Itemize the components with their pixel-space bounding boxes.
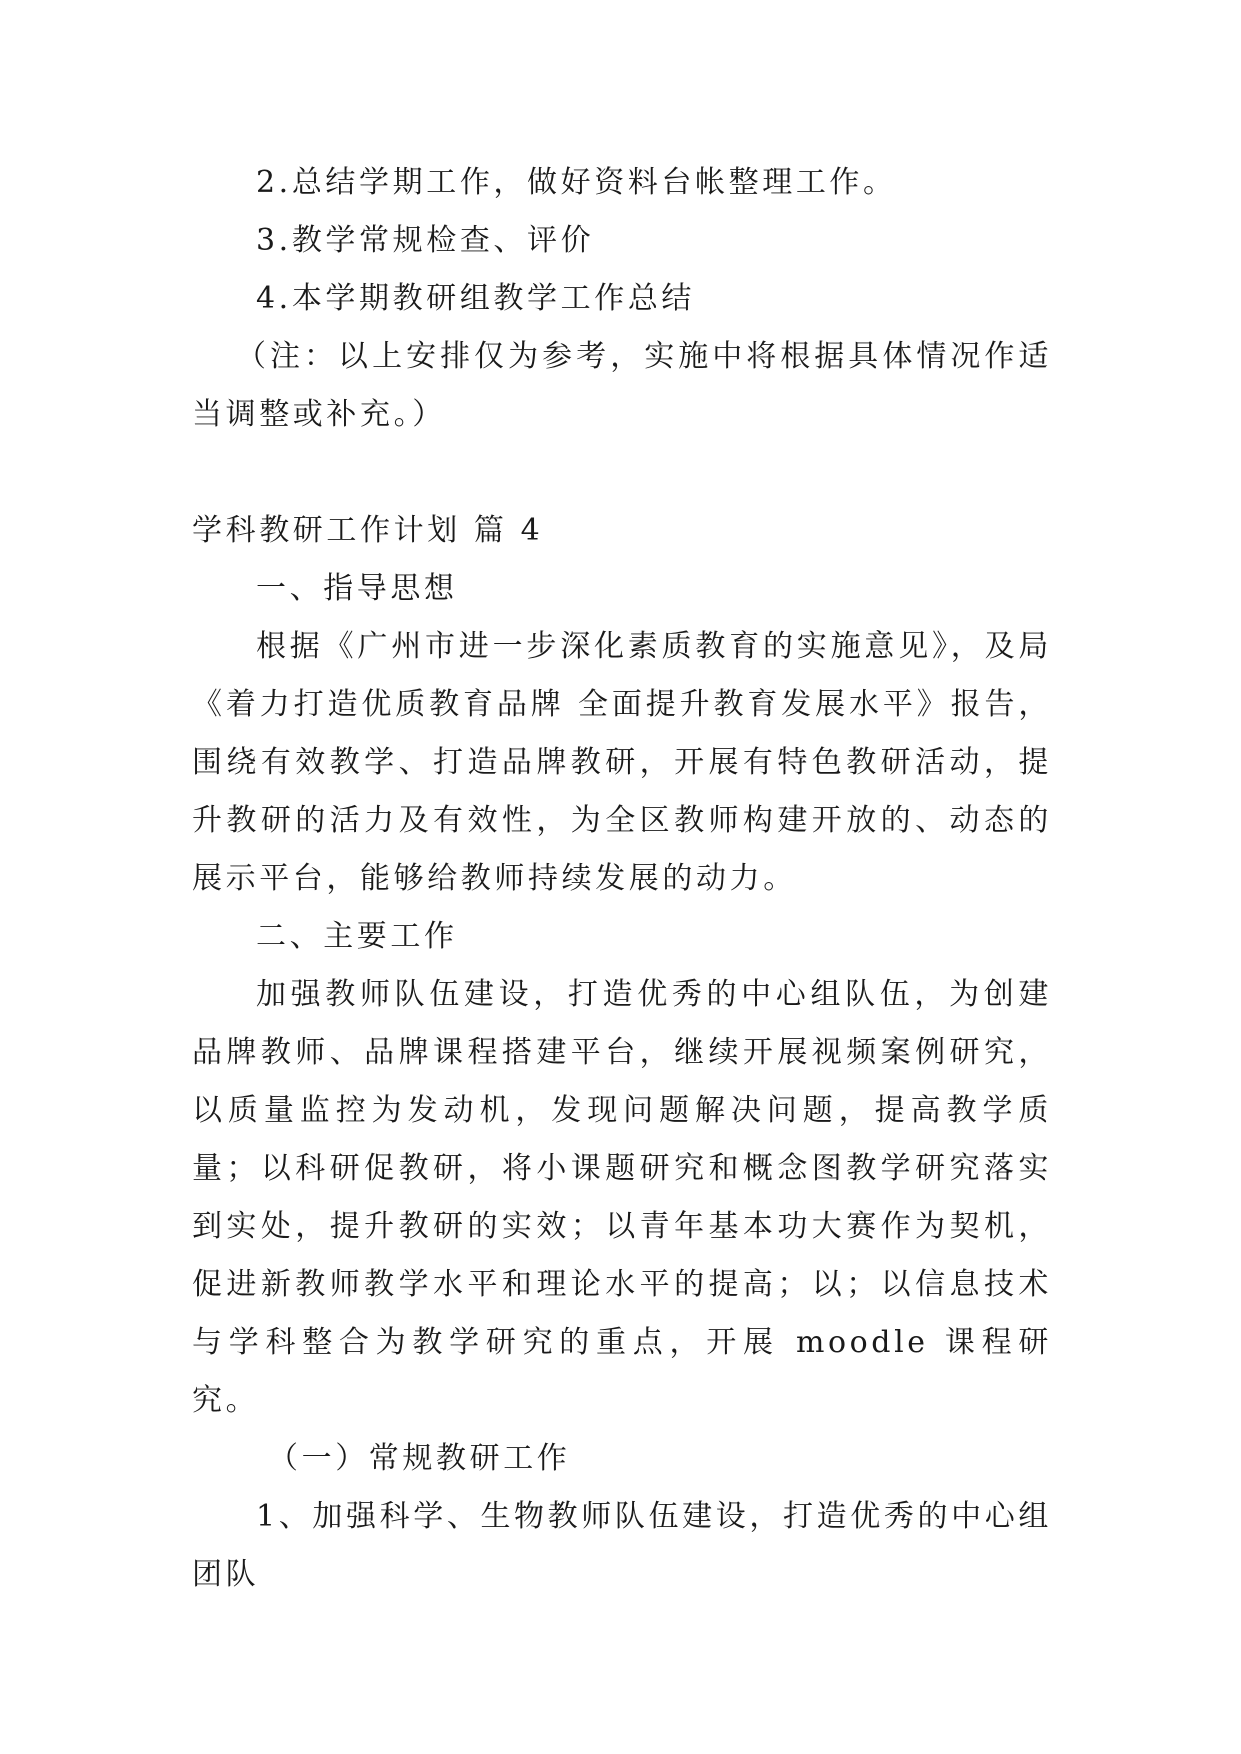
section-title: 学科教研工作计划 篇 4 bbox=[192, 513, 544, 548]
paragraph-guiding-ideology: 根据《广州市进一步深化素质教育的实施意见》，及局《着力打造优质教育品牌 全面提升教育发展水平》报告，围绕有效教学、打造品牌教研，开展有特色教研活动，提升教研的活力及有效性，为全区教师构建开放的、动态的展示平台，能够给教师持续发展的动力。 bbox=[192, 629, 1052, 896]
document-body bbox=[192, 154, 1052, 1604]
paragraph-team-building: 1、加强科学、生物教师队伍建设，打造优秀的中心组团队 bbox=[192, 1499, 1052, 1592]
list-item-term-summary: 4.本学期教研组教学工作总结 bbox=[256, 281, 696, 316]
heading-guiding-ideology: 一、指导思想 bbox=[256, 571, 458, 606]
note-paragraph: （注：以上安排仅为参考，实施中将根据具体情况作适当调整或补充。） bbox=[192, 339, 1052, 432]
heading-main-work: 二、主要工作 bbox=[256, 919, 458, 954]
subheading-routine-research: （一）常规教研工作 bbox=[268, 1441, 571, 1476]
list-item-summary: 2.总结学期工作，做好资料台帐整理工作。 bbox=[256, 165, 897, 200]
list-item-inspection: 3.教学常规检查、评价 bbox=[256, 223, 595, 258]
paragraph-main-work: 加强教师队伍建设，打造优秀的中心组队伍，为创建品牌教师、品牌课程搭建平台，继续开展视频案例研究，以质量监控为发动机，发现问题解决问题，提高教学质量；以科研促教研，将小课题研究和概念图教学研究落实到实处，提升教研的实效；以青年基本功大赛作为契机，促进新教师教学水平和理论水平的提高；以；以信息技术与学科整合为教学研究的重点，开展 moodle 课程研究。 bbox=[192, 977, 1052, 1418]
